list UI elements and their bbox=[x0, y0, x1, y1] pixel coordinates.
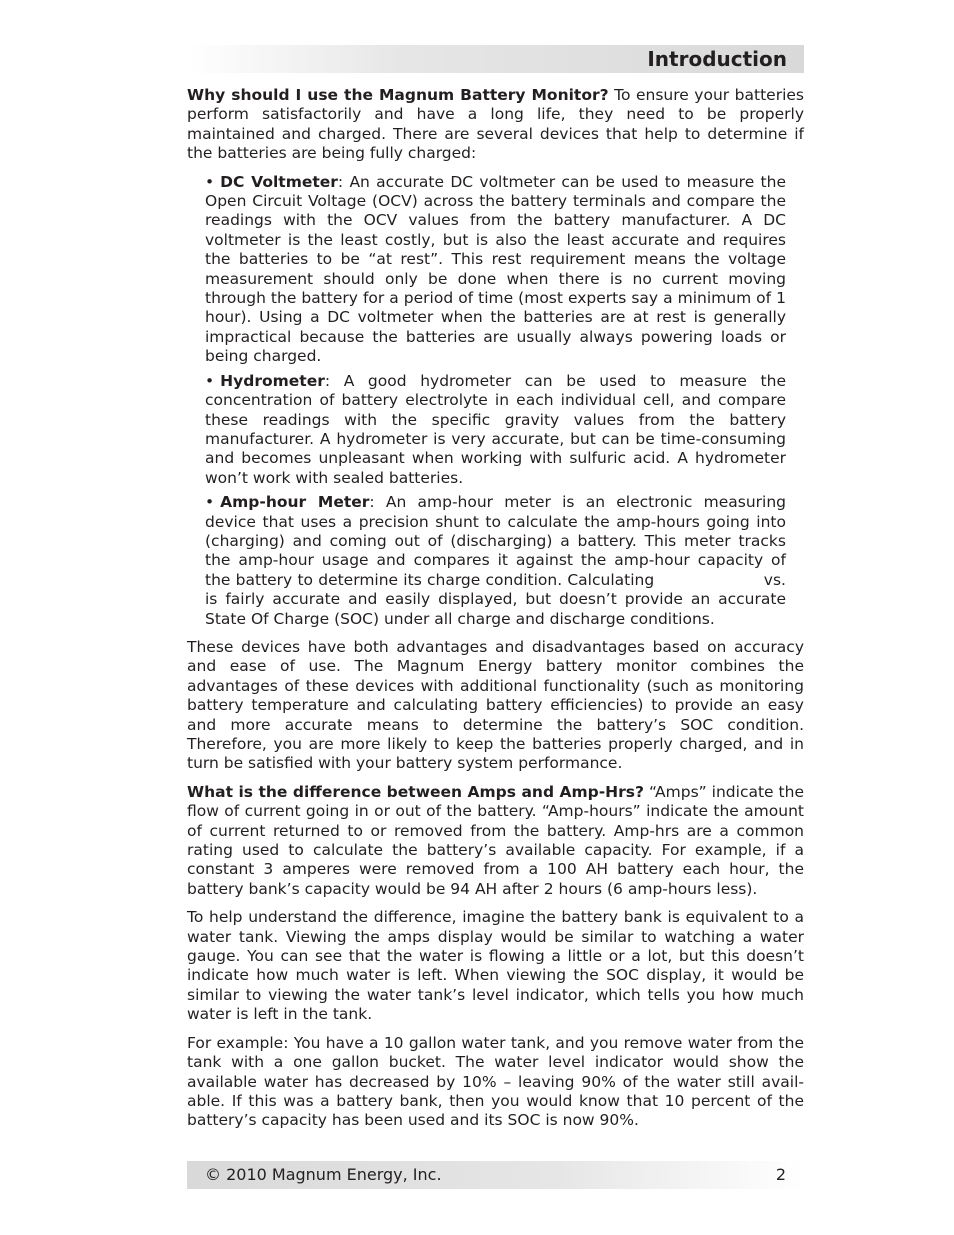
paragraph-amps-vs-amphrs bbox=[187, 783, 804, 899]
bullet-icon: • bbox=[205, 371, 215, 390]
bullet-icon: • bbox=[205, 172, 215, 191]
page-footer bbox=[187, 1161, 804, 1189]
list-item bbox=[205, 372, 786, 488]
section-header-bar bbox=[187, 45, 804, 73]
paragraph-example: For example: You have a 10 gallon water tank, and you remove water from the tank with a one gallon bucket. The water level indicator would show the available water has decreased by 10% – leaving 90% of the water still available. If this was a battery bank, then you would know that 10 percent of the battery’s capacity has been used and its SOC is now 90%. bbox=[187, 1033, 804, 1130]
list-item bbox=[205, 493, 890, 629]
paragraph-water-tank: To help understand the difference, imagine the battery bank is equivalent to a water tank. Viewing the amps display would be similar to watching a water gauge. You can see that the water is flowing a little or a lot, but this doesn’t indicate how much water is left. When viewing the SOC display, it would be similar to viewing the water tank’s level indicator, which tells you how much water is left in the tank. bbox=[187, 908, 804, 1024]
question-heading-amps: What is the difference between Amps and Amp-Hrs? bbox=[187, 782, 645, 801]
list-item-term: Hydrometer bbox=[220, 371, 325, 390]
list-item-text: : An accurate DC voltmeter can be used to measure the Open Circuit Voltage (OCV) across the battery terminals and compare the readings with the OCV values from the battery manufacturer. A DC voltmeter is the least costly, but is also the least accurate and requires the batteries to be “at rest”. This rest requirement means the voltage measurement should only be done when there is no current moving through the battery for a period of time (most experts say a minimum of 1 hour). Using a DC voltmeter when the batteries are at rest is generally impractical because the batteries are usually always powering loads or being charged. bbox=[205, 172, 786, 366]
device-list bbox=[187, 172, 890, 629]
paragraph-advantages: These devices have both advantages and disadvantages based on accuracy and ease of use. The Magnum Energy battery monitor combines the advantages of these devices with additional functionality (such as monitoring battery temperature and calculating battery efficiencies) to provide an easy and more accurate means to determine the battery’s SOC condition. Therefore, you are more likely to keep the batteries properly charged, and in turn be satisfied with your battery system performance. bbox=[187, 637, 804, 773]
paragraph-text: “Amps” indicate the flow of current going in or out of the battery. “Amp-hours” indicate the amount of current returned to or removed from the battery. Amp-hrs are a common rating used to calculate the battery’s available capacity. For example, if a constant 3 amperes were removed from a 100 AH battery each hour, the battery bank’s capacity would be 94 AH after 2 hours (6 amp-hours less). bbox=[187, 782, 804, 898]
question-heading-why-use: Why should I use the Magnum Battery Monitor? bbox=[187, 86, 609, 104]
copyright-text: © 2010 Magnum Energy, Inc. bbox=[205, 1165, 442, 1184]
section-title: Introduction bbox=[647, 47, 787, 71]
bullet-icon: • bbox=[205, 493, 215, 512]
list-item-term: Amp-hour Meter bbox=[220, 493, 370, 512]
paragraph-text: To ensure your batteries perform satisfactorily and have a long life, they need to be properly maintained and charged. There are several devices that help to determine if the batteries are being fully charged: bbox=[187, 86, 804, 163]
list-item bbox=[205, 173, 786, 367]
list-item-term: DC Voltmeter bbox=[220, 172, 338, 191]
page-content bbox=[187, 86, 890, 1140]
list-item-text: : An amp-hour meter is an electronic measuring device that uses a precision shunt to calculate the amp-hours going into (charging) and coming out of (discharging) a battery. This meter tracks the amp-hour usage and compares it against the amp-hour capacity of the battery to determine its charge condition. Calculating vs. is fairly accurate and easily displayed, but doesn’t provide an accurate State Of Charge (SOC) under all charge and discharge conditions. bbox=[205, 493, 890, 628]
paragraph-why-use bbox=[187, 86, 804, 164]
page-number: 2 bbox=[775, 1165, 786, 1184]
list-item-text: : A good hydrometer can be used to measure the concentration of battery electrolyte in each individual cell, and compare these readings with the specific gravity values from the battery manufacturer. A hydrometer is very accurate, but can be time-consuming and becomes unpleasant when working with sulfuric acid. A hydrometer won’t work with sealed batteries. bbox=[205, 371, 786, 487]
